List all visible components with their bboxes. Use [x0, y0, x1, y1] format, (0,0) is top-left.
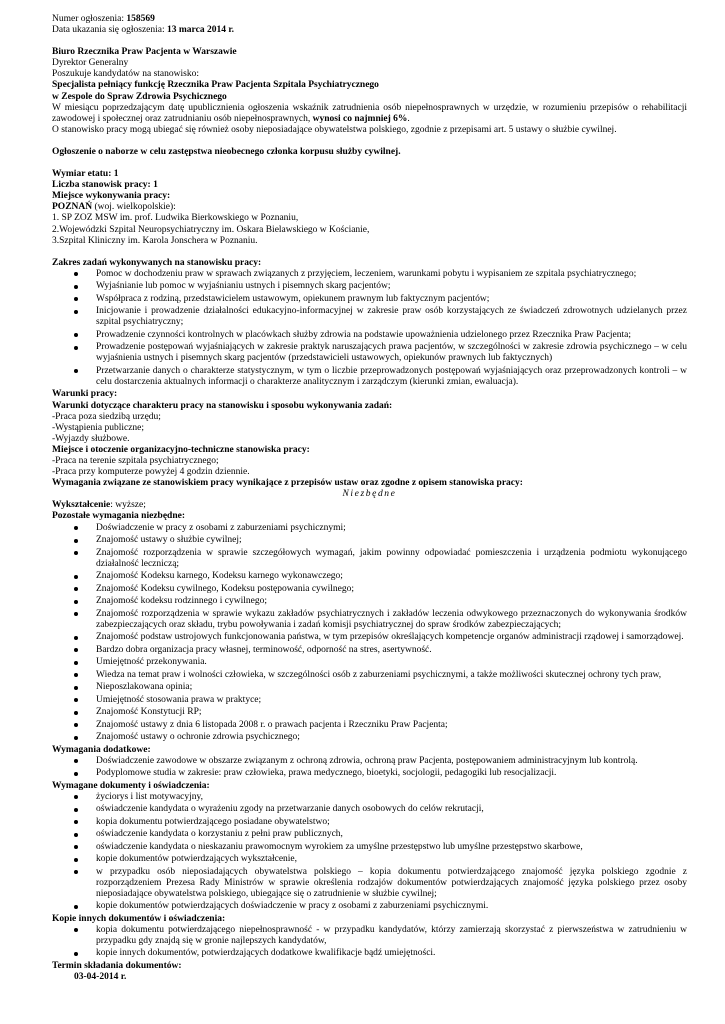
- other-requirements-heading: Pozostałe wymagania niezbędne:: [52, 511, 185, 522]
- position-title: Specjalista pełniący funkcję Rzecznika Praw Pacjenta Szpitala Psychiatrycznego: [52, 80, 379, 91]
- list-item: Znajomość ustawy z dnia 6 listopada 2008 r. o prawach pacjenta i Rzeczniku Praw Pacjenta;: [96, 720, 687, 731]
- work-city: POZNAŃ (woj. wielkopolskie):: [52, 202, 176, 213]
- list-item: Znajomość ustawy o ochronie zdrowia psychicznego;: [96, 732, 687, 743]
- requirements-heading: Wymagania związane ze stanowiskiem pracy wynikające z przepisów ustaw oraz zgodne z opisem stanowiska pracy:: [52, 478, 523, 489]
- list-item: Znajomość kodeksu rodzinnego i cywilnego;: [96, 596, 687, 607]
- list-item: oświadczenie kandydata o korzystaniu z pełni praw publicznych,: [96, 829, 687, 840]
- other-documents-list: [52, 925, 687, 960]
- list-item: Umiejętność przekonywania.: [96, 657, 687, 668]
- other-documents-heading: Kopie innych dokumentów i oświadczenia:: [52, 913, 226, 924]
- list-item: Znajomość Konstytucji RP;: [96, 707, 687, 718]
- list-item: Bardzo dobra organizacja pracy własnej, terminowość, odporność na stres, asertywność.: [96, 645, 687, 656]
- requirements-list: [52, 523, 687, 744]
- list-item: Współpraca z rodziną, przedstawicielem ustawowym, opiekunem prawnym lub faktycznym pacjentów;: [96, 294, 687, 305]
- list-item: oświadczenie kandydata o wyrażeniu zgody na przetwarzanie danych osobowych do celów rekrutacji,: [96, 804, 687, 815]
- list-item: Wyjaśnianie lub pomoc w wyjaśnianiu ustnych i pisemnych skarg pacjentów;: [96, 281, 687, 292]
- list-item: Znajomość Kodeksu karnego, Kodeksu karnego wykonawczego;: [96, 571, 687, 582]
- list-item: Prowadzenie czynności kontrolnych w placówkach służby zdrowia na podstawie upoważnienia udzielonego przez Rzecznika Praw Pacjenta;: [96, 330, 687, 341]
- list-item: Pomoc w dochodzeniu praw w sprawach związanych z przyjęciem, leczeniem, warunkami pobytu i wypisaniem ze szpitala psychiatrycznego;: [96, 269, 687, 280]
- list-item: kopia dokumentu potwierdzającego niepełnosprawność - w przypadku kandydatów, którzy zamierzają skorzystać z pierwszeństwa w zatrudnieniu w przypadku gdy znajdą się w gronie najlepszych kandydatów,: [96, 924, 687, 946]
- conditions-heading: Warunki pracy:: [52, 389, 118, 400]
- condition-item: -Praca na terenie szpitala psychiatrycznego;: [52, 456, 219, 467]
- location-item: 3.Szpital Kliniczny im. Karola Jonschera w Poznaniu.: [52, 235, 258, 246]
- tasks-list: [52, 269, 687, 388]
- condition-item: -Praca poza siedzibą urzędu;: [52, 411, 161, 422]
- education: Wykształcenie: wyższe;: [52, 500, 146, 511]
- disability-notice: W miesiącu poprzedzającym datę upublicznienia ogłoszenia wskaźnik zatrudnienia osób niepełnosprawnych w urzędzie, w rozumieniu przepisów o rehabilitacji zawodowej i społecznej oraz zatrudnianiu osób niepełnosprawnych, wynosi co najmniej 6%.: [52, 102, 687, 124]
- list-item: kopie innych dokumentów, potwierdzających dodatkowe kwalifikacje bądź umiejętności.: [96, 948, 687, 959]
- list-item: oświadczenie kandydata o nieskazaniu prawomocnym wyrokiem za umyślne przestępstwo lub umyślne przestępstwo skarbowe,: [96, 842, 687, 853]
- location-item: 1. SP ZOZ MSW im. prof. Ludwika Bierkowskiego w Poznaniu,: [52, 213, 299, 224]
- list-item: Doświadczenie w pracy z osobami z zaburzeniami psychicznymi;: [96, 523, 687, 534]
- substitute-notice: Ogłoszenie o naborze w celu zastępstwa nieobecnego członka korpusu służby cywilnej.: [52, 146, 401, 157]
- list-item: Podyplomowe studia w zakresie: praw człowieka, prawa medycznego, bioetyki, socjologii, pedagogiki lub resocjalizacji.: [96, 768, 687, 779]
- work-place-heading: Miejsce wykonywania pracy:: [52, 191, 171, 202]
- essential-label: Niezbędne: [342, 489, 397, 500]
- foreigners-notice: O stanowisko pracy mogą ubiegać się również osoby nieposiadające obywatelstwa polskiego, zgodnie z przepisami art. 5 ustawy o służbie cywilnej.: [52, 124, 617, 135]
- employer-seeks: Poszukuje kandydatów na stanowisko:: [52, 69, 199, 80]
- list-item: Przetwarzanie danych o charakterze statystycznym, w tym o liczbie przeprowadzonych postępowań wyjaśniających oraz przeprowadzonych kontroli – w celu dostarczenia aktualnych informacji o charakterze analitycznym i zarządczym (kierunki zmian, ewaluacja).: [96, 365, 687, 387]
- additional-requirements-heading: Wymagania dodatkowe:: [52, 744, 151, 755]
- location-item: 2.Wojewódzki Szpital Neuropsychiatryczny im. Oskara Bielawskiego w Kościanie,: [52, 224, 370, 235]
- condition-item: -Praca przy komputerze powyżej 4 godzin dziennie.: [52, 467, 250, 478]
- etat: Wymiar etatu: 1: [52, 169, 119, 180]
- documents-heading: Wymagane dokumenty i oświadczenia:: [52, 780, 210, 791]
- deadline-value: 03-04-2014 r.: [74, 971, 127, 982]
- deadline-heading: Termin składania dokumentów:: [52, 960, 182, 971]
- list-item: Znajomość ustawy o służbie cywilnej;: [96, 535, 687, 546]
- list-item: Znajomość podstaw ustrojowych funkcjonowania państwa, w tym przepisów określających kompetencje organów administracji rządowej i samorządowej.: [96, 632, 687, 643]
- documents-list: [52, 792, 687, 913]
- list-item: Nieposzlakowana opinia;: [96, 682, 687, 693]
- announcement-number: Numer ogłoszenia: 158569: [52, 14, 155, 24]
- list-item: Znajomość rozporządzenia w sprawie wykazu zakładów psychiatrycznych i zakładów leczenia odwykowego przeznaczonych do wykonywania środków zabezpieczających oraz składu, trybu powoływania i zadań komisji psychiatrycznej do spraw środków zabezpieczających;: [96, 608, 687, 630]
- list-item: Wiedza na temat praw i wolności człowieka, w szczególności osób z zaburzeniami psychicznymi, a także możliwości skutecznej ochrony tych praw,: [96, 670, 687, 681]
- employer-director: Dyrektor Generalny: [52, 58, 129, 69]
- condition-item: -Wyjazdy służbowe.: [52, 433, 130, 444]
- list-item: Inicjowanie i prowadzenie działalności edukacyjno-informacyjnej w zakresie praw osób korzystających ze świadczeń zdrowotnych udzielanych przez szpital psychiatryczny;: [96, 306, 687, 328]
- list-item: w przypadku osób nieposiadających obywatelstwa polskiego – kopia dokumentu potwierdzającego znajomość języka polskiego zgodnie z rozporządzeniem Prezesa Rady Ministrów w sprawie określenia rodzajów dokumentów potwierdzających znajomość języka polskiego przez osoby nieposiadające obywatelstwa polskiego, ubiegające się o zatrudnienie w służbie cywilnej;: [96, 866, 687, 899]
- list-item: kopie dokumentów potwierdzających doświadczenie w pracy z osobami z zaburzeniami psychicznymi.: [96, 901, 687, 912]
- list-item: Prowadzenie postępowań wyjaśniających w zakresie praktyk naruszających prawa pacjentów, w szczególności w zakresie zdrowia psychicznego – w celu wyjaśnienia ustnych i pisemnych skarg pacjentów (przedstawicieli ustawowych, opiekunów prawnych lub faktycznych): [96, 342, 687, 364]
- list-item: kopia dokumentu potwierdzającego posiadane obywatelstwo;: [96, 817, 687, 828]
- list-item: Umiejętność stosowania prawa w praktyce;: [96, 695, 687, 706]
- announcement-date: Data ukazania się ogłoszenia: 13 marca 2014 r.: [52, 25, 235, 36]
- list-item: kopie dokumentów potwierdzających wykształcenie,: [96, 854, 687, 865]
- employer-name: Biuro Rzecznika Praw Pacjenta w Warszawie: [52, 47, 237, 58]
- position-team: w Zespole do Spraw Zdrowia Psychicznego: [52, 91, 227, 102]
- list-item: Doświadczenie zawodowe w obszarze związanym z ochroną zdrowia, ochroną praw Pacjenta, postępowaniem administracyjnym lub kontrolą.: [96, 756, 687, 767]
- positions-count: Liczba stanowisk pracy: 1: [52, 180, 158, 191]
- list-item: Znajomość rozporządzenia w sprawie szczegółowych wymagań, jakim powinny odpowiadać pomieszczenia i urządzenia podmiotu wykonującego działalność leczniczą;: [96, 547, 687, 569]
- list-item: Znajomość Kodeksu cywilnego, Kodeksu postępowania cywilnego;: [96, 584, 687, 595]
- additional-requirements-list: [52, 756, 687, 780]
- tasks-heading: Zakres zadań wykonywanych na stanowisku pracy:: [52, 257, 262, 268]
- condition-item: -Wystąpienia publiczne;: [52, 422, 145, 433]
- conditions-char-heading: Warunki dotyczące charakteru pracy na stanowisku i sposobu wykonywania zadań:: [52, 400, 393, 411]
- conditions-place-heading: Miejsce i otoczenie organizacyjno-techniczne stanowiska pracy:: [52, 444, 310, 455]
- list-item: życiorys i list motywacyjny,: [96, 792, 687, 803]
